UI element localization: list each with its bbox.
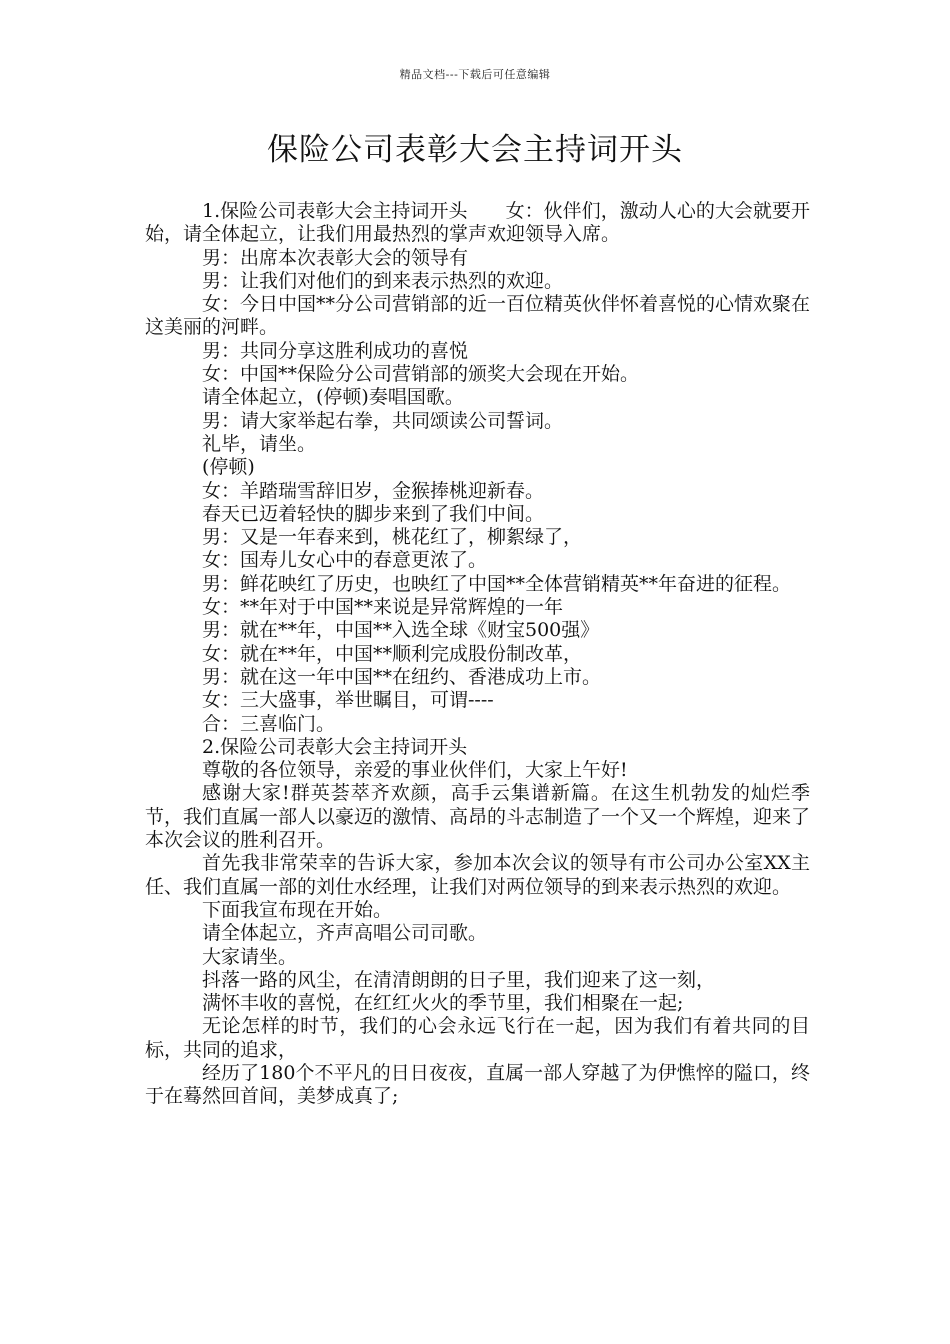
paragraph: 满怀丰收的喜悦，在红红火火的季节里，我们相聚在一起;: [202, 992, 684, 1015]
paragraph: 女：**年对于中国**来说是异常辉煌的一年: [202, 596, 564, 619]
paragraph: 男：出席本次表彰大会的领导有: [202, 246, 469, 269]
document-title: 保险公司表彰大会主持词开头: [267, 132, 683, 168]
paragraph: 大家请坐。: [202, 945, 298, 968]
paragraph: 男：请大家举起右拳，共同颂读公司誓词。: [202, 409, 564, 432]
paragraph: 无论怎样的时节，我们的心会永远飞行在一起，因为我们有着共同的目标，共同的追求，: [145, 1015, 810, 1061]
paragraph: 女：羊踏瑞雪辞旧岁，金猴捧桃迎新春。: [202, 479, 545, 502]
paragraph: 女：今日中国**分公司营销部的近一百位精英伙伴怀着喜悦的心情欢聚在这美丽的河畔。: [145, 293, 811, 339]
paragraph: 请全体起立，齐声高唱公司司歌。: [202, 922, 488, 945]
paragraph: 1.保险公司表彰大会主持词开头 女：伙伴们，激动人心的大会就要开始，请全体起立，让我们用最热烈的掌声欢迎领导入席。: [145, 200, 810, 246]
header-note: 精品文档---下载后可任意编辑: [399, 68, 551, 81]
paragraph: 感谢大家!群英荟萃齐欢颜，高手云集谱新篇。在这生机勃发的灿烂季节，我们直属一部人以豪迈的激情、高昂的斗志制造了一个又一个辉煌，迎来了本次会议的胜利召开。: [145, 782, 811, 852]
paragraph: 礼毕，请坐。: [202, 432, 317, 455]
paragraph: 女：中国**保险分公司营销部的颁奖大会现在开始。: [202, 363, 640, 386]
paragraph: 尊敬的各位领导，亲爱的事业伙伴们，大家上午好!: [202, 759, 628, 782]
paragraph: 合：三喜临门。: [202, 712, 336, 735]
paragraph: 首先我非常荣幸的告诉大家，参加本次会议的领导有市公司办公室XX主任、我们直属一部的刘仕水经理，让我们对两位领导的到来表示热烈的欢迎。: [145, 852, 810, 898]
paragraph: 男：鲜花映红了历史，也映红了中国**全体营销精英**年奋进的征程。: [202, 572, 792, 595]
paragraph: 男：就在这一年中国**在纽约、香港成功上市。: [202, 665, 602, 688]
paragraph: 抖落一路的风尘，在清清朗朗的日子里，我们迎来了这一刻，: [202, 968, 716, 991]
paragraph: 男：又是一年春来到，桃花红了，柳絮绿了，: [202, 526, 583, 549]
paragraph: 下面我宣布现在开始。: [202, 898, 393, 921]
paragraph: 2.保险公司表彰大会主持词开头: [202, 735, 468, 758]
paragraph: 男：让我们对他们的到来表示热烈的欢迎。: [202, 269, 564, 292]
paragraph: 春天已迈着轻快的脚步来到了我们中间。: [202, 502, 545, 525]
paragraph: 男：共同分享这胜利成功的喜悦: [202, 339, 469, 362]
paragraph: 女：国寿儿女心中的春意更浓了。: [202, 549, 488, 572]
paragraph: 请全体起立，(停顿)奏唱国歌。: [202, 386, 464, 409]
paragraph: 经历了180个不平凡的日日夜夜，直属一部人穿越了为伊憔悴的隘口，终于在蓦然回首间，美梦成真了;: [145, 1061, 810, 1108]
paragraph: 女：三大盛事，举世瞩目，可谓----: [202, 689, 494, 712]
paragraph: 女：就在**年，中国**顺利完成股份制改革，: [202, 642, 583, 665]
paragraph: 男：就在**年，中国**入选全球《财宝500强》: [202, 619, 600, 642]
paragraph: (停顿): [202, 456, 255, 479]
document-body: [145, 200, 810, 1109]
